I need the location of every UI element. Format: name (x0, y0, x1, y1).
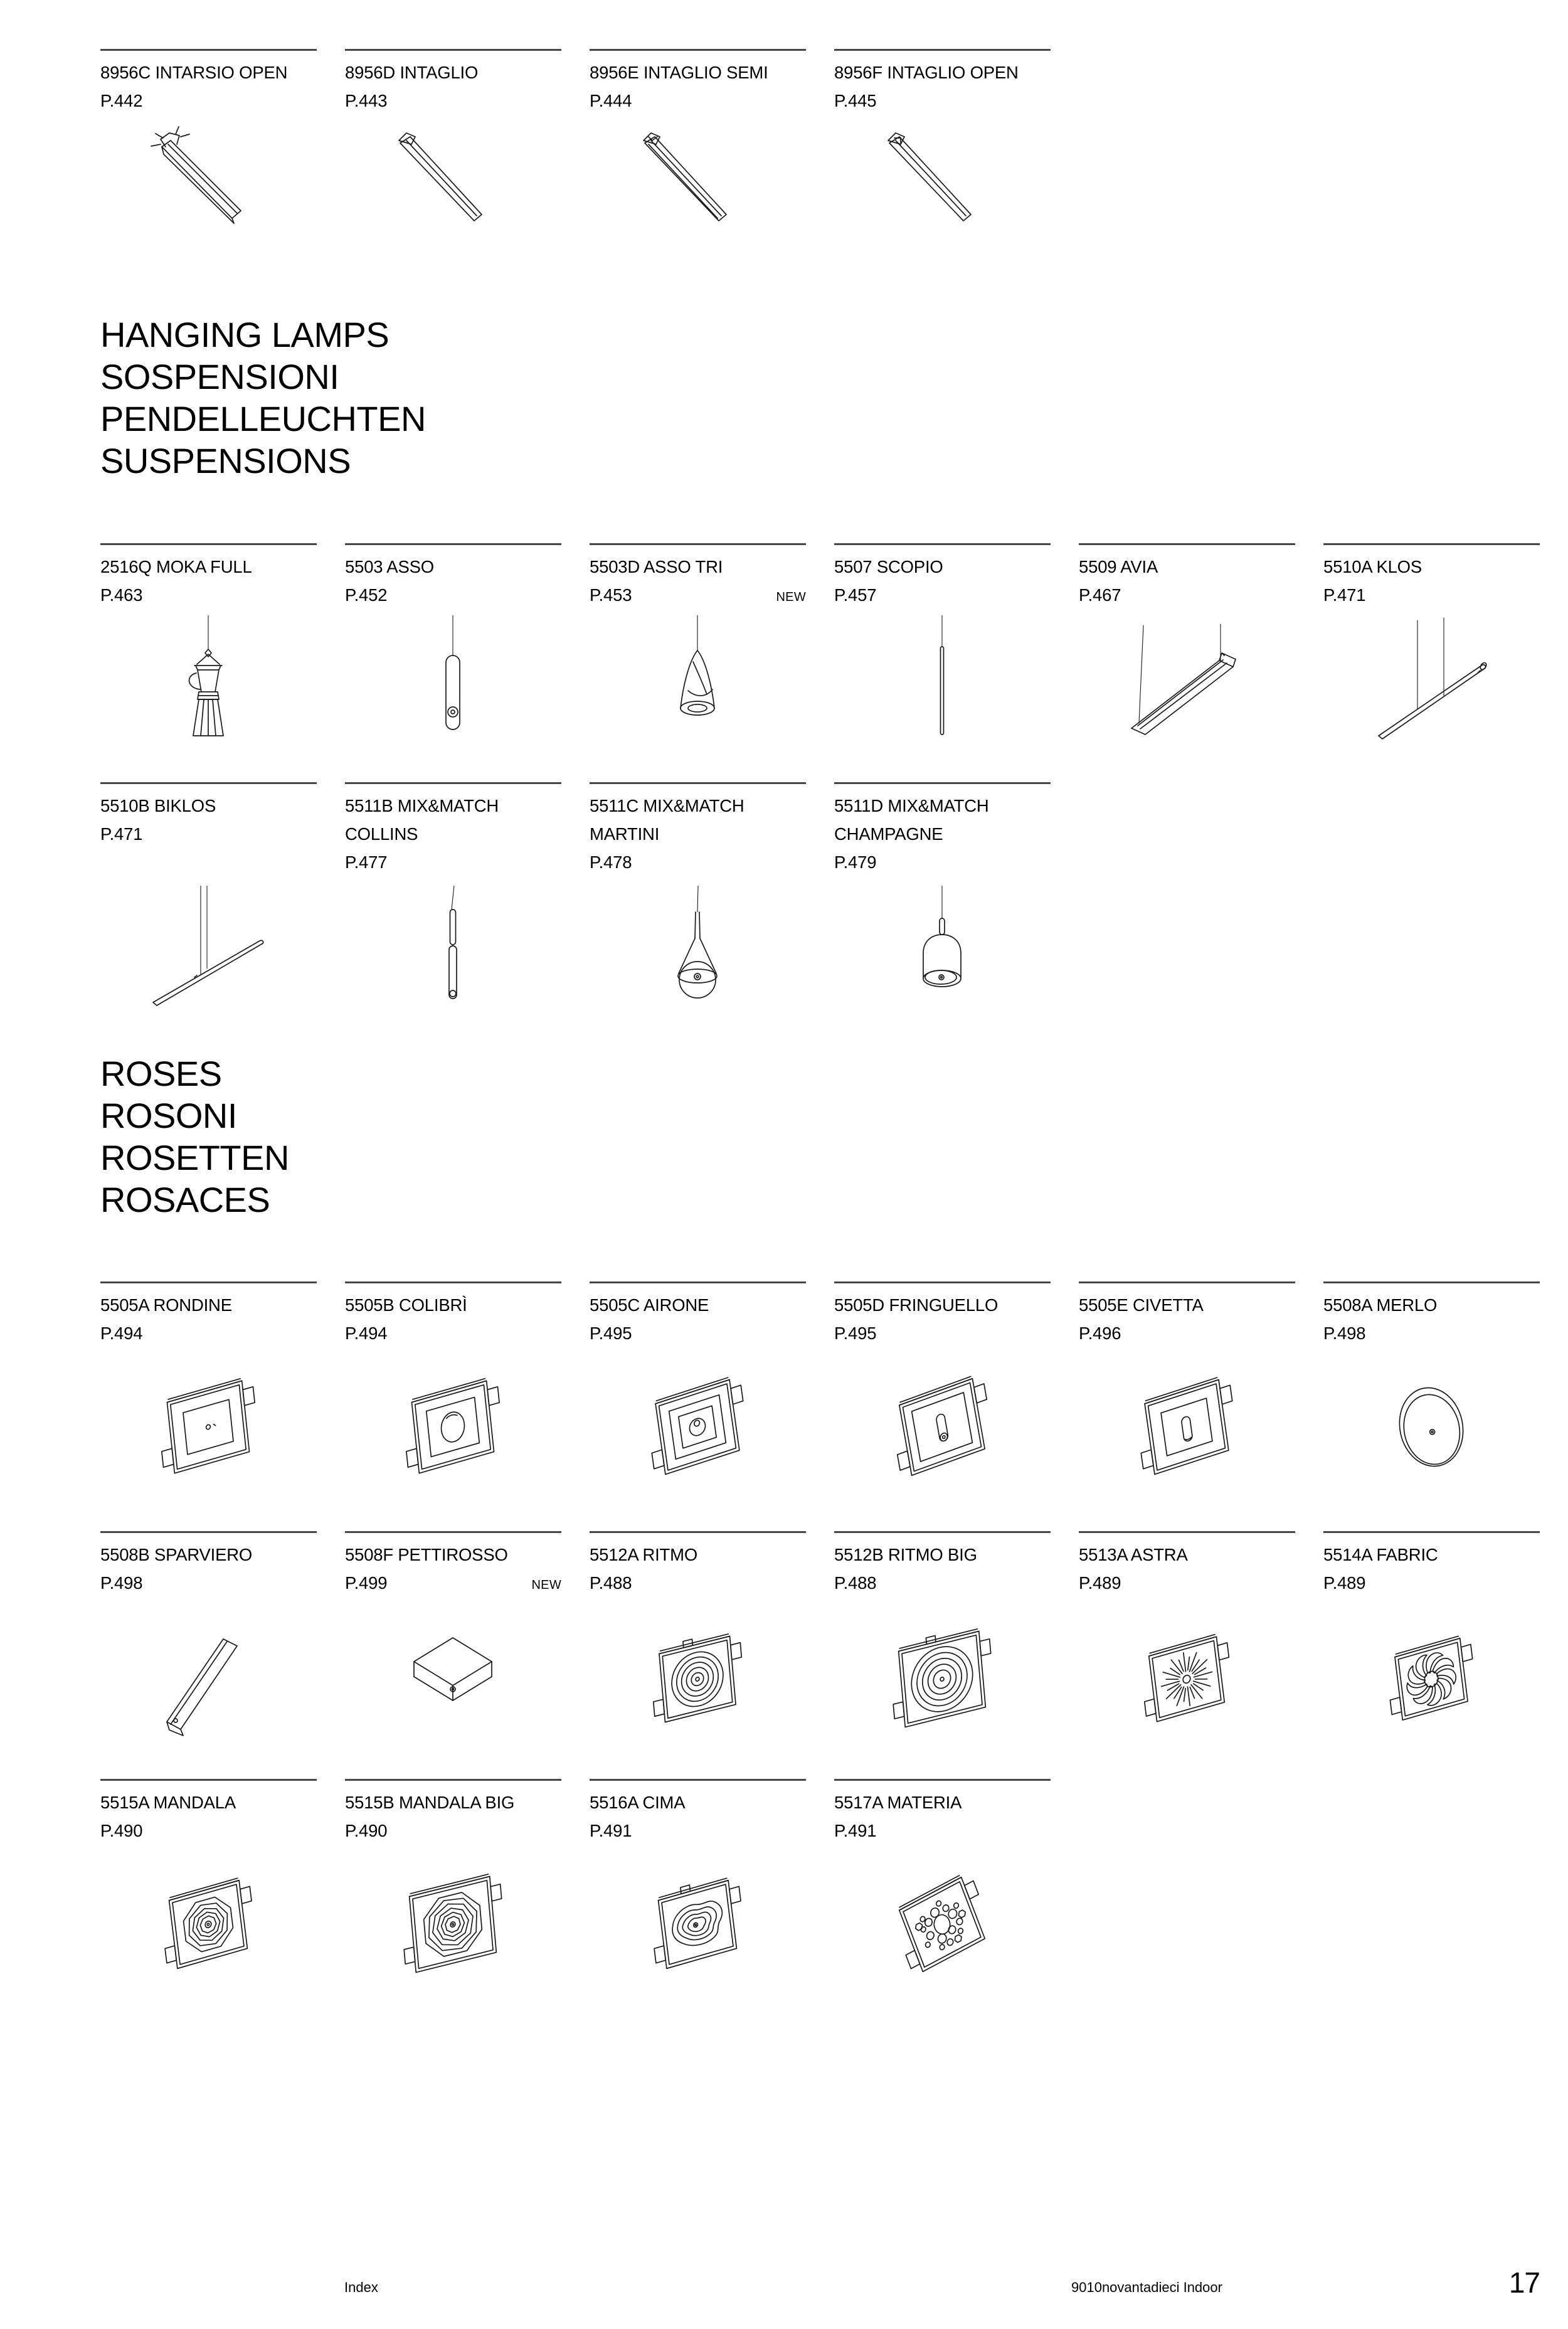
item-divider (1079, 1531, 1295, 1533)
product-page-ref: P.496 (1079, 1324, 1121, 1343)
item-divider (1323, 543, 1540, 545)
section-ceiling-profiles (100, 49, 1540, 236)
product-code: 5516A CIMA (590, 1793, 686, 1812)
item-divider (590, 1531, 806, 1533)
product-page-ref: P.495 (590, 1324, 632, 1343)
product-page-ref: P.471 (1323, 585, 1366, 605)
product-code: 8956F INTAGLIO OPEN (834, 63, 1019, 82)
product-code: 8956E INTAGLIO SEMI (590, 63, 768, 82)
item-divider (100, 543, 317, 545)
catalog-item-intaglio (345, 49, 561, 236)
ritmo-rose-illustration (590, 1616, 806, 1745)
product-page-ref: P.452 (345, 585, 388, 605)
product-page-ref: P.490 (345, 1821, 388, 1840)
product-code: 5511D MIX&MATCH (834, 796, 989, 815)
catalog-item-rondine (100, 1281, 317, 1491)
item-divider (834, 782, 1051, 784)
product-code: 5505A RONDINE (100, 1295, 232, 1315)
catalog-item-mixmatch-collins (345, 782, 561, 1009)
catalog-item-intarsio-open (100, 49, 317, 236)
catalog-item-mixmatch-champagne (834, 782, 1051, 1009)
item-divider (590, 1281, 806, 1283)
colibri-rose-illustration (345, 1366, 561, 1491)
product-page-ref: P.488 (834, 1573, 877, 1593)
mandala-big-rose-illustration (345, 1863, 561, 1988)
footer-page-number: 17 (1508, 2266, 1540, 2299)
roses-row-1 (100, 1281, 1540, 1491)
catalog-item-fabric (1323, 1531, 1540, 1745)
product-code: 5511B MIX&MATCH (345, 796, 499, 815)
champagne-pendant-illustration (834, 886, 1051, 1009)
airone-rose-illustration (590, 1366, 806, 1491)
catalog-item-asso-tri (590, 543, 806, 745)
item-divider (834, 1531, 1051, 1533)
product-page-ref: P.463 (100, 585, 143, 605)
catalog-item-asso (345, 543, 561, 745)
heading-line-it: ROSONI (100, 1096, 237, 1135)
roses-row-3 (100, 1779, 1540, 1988)
catalog-item-intaglio-semi (590, 49, 806, 236)
product-page-ref: P.498 (100, 1573, 143, 1593)
catalog-item-fringuello (834, 1281, 1051, 1491)
product-code: 5515A MANDALA (100, 1793, 236, 1812)
product-name-line2: CHAMPAGNE (834, 824, 943, 844)
fringuello-rose-illustration (834, 1366, 1051, 1491)
product-page-ref: P.495 (834, 1324, 877, 1343)
catalog-item-mixmatch-martini (590, 782, 806, 1009)
product-page-ref: P.479 (834, 852, 877, 872)
catalog-item-civetta (1079, 1281, 1295, 1491)
item-divider (590, 543, 806, 545)
product-code: 8956C INTARSIO OPEN (100, 63, 288, 82)
product-page-ref: P.478 (590, 852, 632, 872)
intaglio-semi-illustration (590, 125, 806, 236)
biklos-pendant-illustration (100, 886, 317, 1009)
sparviero-rose-illustration (100, 1616, 317, 1745)
cima-rose-illustration (590, 1863, 806, 1988)
catalog-item-intaglio-open (834, 49, 1051, 236)
catalog-item-biklos (100, 782, 317, 1009)
product-page-ref: P.494 (345, 1324, 388, 1343)
item-divider (100, 1531, 317, 1533)
footer-brand-label: 9010novantadieci Indoor (1071, 2279, 1222, 2295)
product-code: 5508A MERLO (1323, 1295, 1438, 1315)
catalog-item-ritmo-big (834, 1531, 1051, 1745)
martini-pendant-illustration (590, 886, 806, 1009)
product-code: 5514A FABRIC (1323, 1545, 1438, 1564)
item-divider (345, 543, 561, 545)
product-code: 5509 AVIA (1079, 557, 1158, 576)
catalog-item-mandala (100, 1779, 317, 1988)
product-name-line2: COLLINS (345, 824, 418, 844)
item-divider (590, 1779, 806, 1781)
heading-line-de: ROSETTEN (100, 1138, 289, 1177)
mandala-rose-illustration (100, 1863, 317, 1988)
catalog-item-merlo (1323, 1281, 1540, 1491)
avia-pendant-illustration (1079, 615, 1295, 745)
collins-pendant-illustration (345, 886, 561, 1009)
product-page-ref: P.444 (590, 91, 632, 110)
product-page-ref: P.445 (834, 91, 877, 110)
item-divider (834, 1779, 1051, 1781)
pettirosso-rose-illustration (345, 1616, 561, 1745)
item-divider (100, 49, 317, 51)
product-page-ref: P.453 (590, 585, 632, 605)
intarsio-open-illustration (100, 125, 317, 236)
product-code: 5512A RITMO (590, 1545, 698, 1564)
product-code: 5508B SPARVIERO (100, 1545, 253, 1564)
fabric-rose-illustration (1323, 1616, 1540, 1745)
item-divider (345, 1779, 561, 1781)
product-page-ref: P.443 (345, 91, 388, 110)
intaglio-open-illustration (834, 125, 1051, 236)
heading-line-fr: ROSACES (100, 1180, 270, 1219)
product-code: 5503D ASSO TRI (590, 557, 723, 576)
klos-pendant-illustration (1323, 615, 1540, 745)
heading-line-de: PENDELLEUCHTEN (100, 399, 426, 438)
product-code: 5507 SCOPIO (834, 557, 943, 576)
product-code: 5505E CIVETTA (1079, 1295, 1204, 1315)
catalog-item-mandala-big (345, 1779, 561, 1988)
asso-tri-pendant-illustration (590, 615, 806, 745)
hanging-lamps-row-1 (100, 543, 1540, 745)
merlo-rose-illustration (1323, 1366, 1540, 1491)
product-code: 5510B BIKLOS (100, 796, 216, 815)
product-page-ref: P.442 (100, 91, 143, 110)
product-code: 5505D FRINGUELLO (834, 1295, 999, 1315)
catalog-item-ritmo (590, 1531, 806, 1745)
item-divider (345, 1281, 561, 1283)
product-page-ref: P.499 (345, 1573, 388, 1593)
product-code: 5511C MIX&MATCH (590, 796, 744, 815)
astra-rose-illustration (1079, 1616, 1295, 1745)
heading-line-en: ROSES (100, 1054, 222, 1093)
product-page-ref: P.477 (345, 852, 388, 872)
catalog-item-sparviero (100, 1531, 317, 1745)
catalog-item-avia (1079, 543, 1295, 745)
product-page-ref: P.457 (834, 585, 877, 605)
catalog-item-cima (590, 1779, 806, 1988)
item-divider (100, 1779, 317, 1781)
product-page-ref: P.489 (1323, 1573, 1366, 1593)
product-code: 5512B RITMO BIG (834, 1545, 977, 1564)
product-code: 2516Q MOKA FULL (100, 557, 252, 576)
product-page-ref: P.491 (590, 1821, 632, 1840)
new-badge: NEW (776, 590, 806, 604)
product-page-ref: P.494 (100, 1324, 143, 1343)
item-divider (590, 49, 806, 51)
product-code: 5515B MANDALA BIG (345, 1793, 515, 1812)
item-divider (590, 782, 806, 784)
heading-line-fr: SUSPENSIONS (100, 441, 351, 480)
item-divider (1079, 543, 1295, 545)
catalog-item-klos (1323, 543, 1540, 745)
item-divider (100, 782, 317, 784)
product-page-ref: P.490 (100, 1821, 143, 1840)
item-divider (1323, 1531, 1540, 1533)
item-divider (100, 1281, 317, 1283)
product-page-ref: P.491 (834, 1821, 877, 1840)
catalog-item-astra (1079, 1531, 1295, 1745)
product-page-ref: P.498 (1323, 1324, 1366, 1343)
materia-rose-illustration (834, 1863, 1051, 1988)
item-divider (345, 49, 561, 51)
footer-index-label: Index (344, 2279, 378, 2295)
product-code: 5513A ASTRA (1079, 1545, 1188, 1564)
heading-line-en: HANGING LAMPS (100, 315, 389, 354)
product-code: 5517A MATERIA (834, 1793, 962, 1812)
moka-pot-pendant-illustration (100, 615, 317, 745)
product-code: 5505B COLIBRÌ (345, 1295, 467, 1315)
product-code: 5505C AIRONE (590, 1295, 709, 1315)
product-page-ref: P.489 (1079, 1573, 1121, 1593)
hanging-lamps-row-2 (100, 782, 1540, 1009)
catalog-item-moka-full (100, 543, 317, 745)
item-divider (1079, 1281, 1295, 1283)
product-code: 5510A KLOS (1323, 557, 1422, 576)
catalog-item-materia (834, 1779, 1051, 1988)
page-footer (100, 2257, 1540, 2301)
product-code: 5503 ASSO (345, 557, 434, 576)
catalog-item-colibri (345, 1281, 561, 1491)
ritmo-big-rose-illustration (834, 1616, 1051, 1745)
product-page-ref: P.471 (100, 824, 143, 844)
item-divider (345, 782, 561, 784)
item-divider (1323, 1281, 1540, 1283)
item-divider (345, 1531, 561, 1533)
product-code: 5508F PETTIROSSO (345, 1545, 508, 1564)
catalog-item-airone (590, 1281, 806, 1491)
asso-pendant-illustration (345, 615, 561, 745)
item-divider (834, 1281, 1051, 1283)
heading-line-it: SOSPENSIONI (100, 357, 339, 396)
scopio-pendant-illustration (834, 615, 1051, 745)
roses-row-2 (100, 1531, 1540, 1745)
section-heading-roses (100, 1053, 1540, 1221)
intaglio-illustration (345, 125, 561, 236)
item-divider (834, 49, 1051, 51)
new-badge: NEW (531, 1578, 561, 1592)
product-name-line2: MARTINI (590, 824, 660, 844)
product-page-ref: P.488 (590, 1573, 632, 1593)
product-code: 8956D INTAGLIO (345, 63, 479, 82)
product-page-ref: P.467 (1079, 585, 1121, 605)
item-divider (834, 543, 1051, 545)
catalog-item-scopio (834, 543, 1051, 745)
civetta-rose-illustration (1079, 1366, 1295, 1491)
rondine-rose-illustration (100, 1366, 317, 1491)
section-heading-hanging-lamps (100, 314, 1540, 482)
catalog-item-pettirosso (345, 1531, 561, 1745)
